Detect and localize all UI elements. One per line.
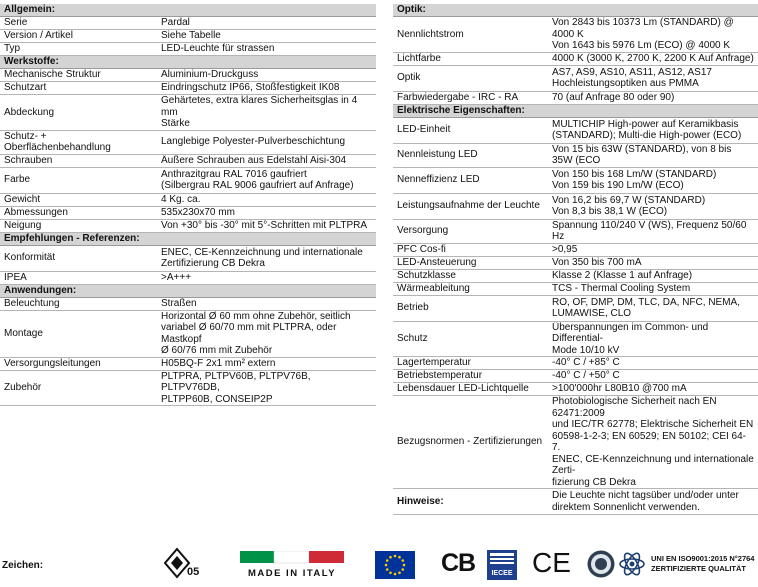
- eu-star-icon: [394, 555, 397, 558]
- spec-row: [0, 69, 376, 82]
- spec-row: [393, 219, 758, 243]
- spec-value: AS7, AS9, AS10, AS11, AS12, AS17 Hochleistungsoptiken aus PMMA: [548, 65, 758, 91]
- eu-flag-icon: [375, 551, 415, 579]
- spec-row: [0, 154, 376, 167]
- spec-label: Lichtfarbe: [393, 52, 548, 65]
- spec-value: >A+++: [157, 271, 376, 284]
- section-header-label: Empfehlungen - Referenzen:: [0, 232, 376, 245]
- eu-star-icon: [386, 559, 389, 562]
- spec-row: [0, 130, 376, 154]
- spec-value: Von 16,2 bis 69,7 W (STANDARD) Von 8,3 bis 38,1 W (ECO): [548, 193, 758, 219]
- spec-label: Farbwiedergabe - IRC - RA: [393, 91, 548, 104]
- spec-value: RO, OF, DMP, DM, TLC, DA, NFC, NEMA, LUMAWISE, CLO: [548, 295, 758, 321]
- certification-footer: [0, 540, 758, 587]
- spec-value: Klasse 2 (Klasse 1 auf Anfrage): [548, 269, 758, 282]
- spec-label: Lebensdauer LED-Lichtquelle: [393, 383, 548, 396]
- spec-label: Betriebstemperatur: [393, 370, 548, 383]
- spec-value: Pardal: [157, 17, 376, 30]
- section-header: [0, 284, 376, 297]
- spec-label: Leistungsaufnahme der Leuchte: [393, 193, 548, 219]
- spec-label: Bezugsnormen - Zertifizierungen: [393, 396, 548, 489]
- spec-row: [393, 143, 758, 167]
- spec-label: Typ: [0, 43, 157, 56]
- eu-star-icon: [389, 556, 392, 559]
- spec-label: Gewicht: [0, 193, 157, 206]
- spec-label: Farbe: [0, 167, 157, 193]
- spec-label: Nennlichtstrom: [393, 17, 548, 53]
- spec-row: [393, 321, 758, 357]
- spec-label: Versorgungsleitungen: [0, 357, 157, 370]
- section-header-label: Anwendungen:: [0, 284, 376, 297]
- spec-value: Aluminium-Druckguss: [157, 69, 376, 82]
- section-header-label: Allgemein:: [0, 4, 376, 17]
- spec-row: [0, 17, 376, 30]
- spec-value: >100'000hr L80B10 @700 mA: [548, 383, 758, 396]
- atom-icon: [618, 549, 646, 579]
- spec-row: [0, 193, 376, 206]
- spec-row: [0, 297, 376, 310]
- iso-certification-text: UNI EN ISO9001:2015 N°2764 ZERTIFIZIERTE QUALITÄT: [651, 554, 755, 573]
- spec-label: Zubehör: [0, 370, 157, 406]
- spec-row: [393, 52, 758, 65]
- section-header-label: Elektrische Eigenschaften:: [393, 104, 758, 117]
- spec-row: [393, 282, 758, 295]
- spec-label: Neigung: [0, 219, 157, 232]
- spec-label: Schutzart: [0, 82, 157, 95]
- made-in-italy-logo: [240, 551, 344, 579]
- right-spec-body: [393, 4, 758, 515]
- spec-value: Straßen: [157, 297, 376, 310]
- spec-value: PLTPRA, PLTPV60B, PLTPV76B, PLTPV76DB, PLTPP60B, CONSEIP2P: [157, 370, 376, 406]
- spec-row: [393, 256, 758, 269]
- spec-value: ENEC, CE-Kennzeichnung und internationale Zertifizierung CB Dekra: [157, 245, 376, 271]
- section-header: [393, 104, 758, 117]
- spec-label: Wärmeableitung: [393, 282, 548, 295]
- spec-row: [393, 383, 758, 396]
- spec-row: [393, 357, 758, 370]
- spec-label: IPEA: [0, 271, 157, 284]
- spec-label: Serie: [0, 17, 157, 30]
- spec-label: Hinweise:: [393, 489, 548, 515]
- spec-row: [0, 271, 376, 284]
- ce-mark: CE: [532, 547, 571, 578]
- spec-label: Optik: [393, 65, 548, 91]
- eu-star-icon: [389, 571, 392, 574]
- spec-label: LED-Ansteuerung: [393, 256, 548, 269]
- eu-star-icon: [401, 559, 404, 562]
- cb-mark: CB: [441, 549, 476, 577]
- spec-label: Nenneffizienz LED: [393, 167, 548, 193]
- spec-row: [0, 357, 376, 370]
- spec-row: [393, 396, 758, 489]
- spec-value: Von +30° bis -30° mit 5°-Schritten mit PLTPRA: [157, 219, 376, 232]
- spec-row: [0, 95, 376, 131]
- spec-value: -40° C / +85° C: [548, 357, 758, 370]
- spec-value: Langlebige Polyester-Pulverbeschichtung: [157, 130, 376, 154]
- section-header: [393, 4, 758, 17]
- spec-value: >0,95: [548, 243, 758, 256]
- section-header-label: Optik:: [393, 4, 758, 17]
- spec-value: Siehe Tabelle: [157, 30, 376, 43]
- spec-value: Eindringschutz IP66, Stoßfestigkeit IK08: [157, 82, 376, 95]
- iecee-logo-icon: [487, 550, 517, 580]
- spec-value: 535x230x70 mm: [157, 206, 376, 219]
- spec-row: [393, 295, 758, 321]
- spec-row: [393, 193, 758, 219]
- eu-star-icon: [401, 568, 404, 571]
- spec-label: Abmessungen: [0, 206, 157, 219]
- spec-row: [0, 43, 376, 56]
- left-spec-table: [0, 4, 376, 406]
- spec-row: [393, 17, 758, 53]
- spec-label: PFC Cos-fi: [393, 243, 548, 256]
- spec-value: Gehärtetes, extra klares Sicherheitsglas in 4 mm Stärke: [157, 95, 376, 131]
- spec-row: [0, 370, 376, 406]
- spec-label: LED-Einheit: [393, 117, 548, 143]
- enec-number: 05: [187, 566, 200, 578]
- spec-label: Schutzklasse: [393, 269, 548, 282]
- spec-row: [0, 245, 376, 271]
- spec-value: Von 150 bis 168 Lm/W (STANDARD) Von 159 bis 190 Lm/W (ECO): [548, 167, 758, 193]
- spec-value: Äußere Schrauben aus Edelstahl Aisi-304: [157, 154, 376, 167]
- spec-label: Lagertemperatur: [393, 357, 548, 370]
- spec-label: Schutz- + Oberflächenbehandlung: [0, 130, 157, 154]
- spec-row: [393, 269, 758, 282]
- spec-row: [0, 167, 376, 193]
- spec-value: MULTICHIP High-power auf Keramikbasis (STANDARD); Multi-die High-power (ECO): [548, 117, 758, 143]
- spec-value: Überspannungen im Common- und Differential- Mode 10/10 kV: [548, 321, 758, 357]
- spec-value: 4 Kg. ca.: [157, 193, 376, 206]
- spec-label: Version / Artikel: [0, 30, 157, 43]
- spec-value: -40° C / +50° C: [548, 370, 758, 383]
- spec-label: Mechanische Struktur: [0, 69, 157, 82]
- spec-row: [393, 370, 758, 383]
- spec-label: Abdeckung: [0, 95, 157, 131]
- footer-label: Zeichen:: [2, 560, 44, 571]
- spec-value: Spannung 110/240 V (WS), Frequenz 50/60 Hz: [548, 219, 758, 243]
- eu-star-icon: [398, 571, 401, 574]
- spec-value: Anthrazitgrau RAL 7016 gaufriert (Silbergrau RAL 9006 gaufriert auf Anfrage): [157, 167, 376, 193]
- spec-label: Montage: [0, 310, 157, 357]
- section-header: [0, 56, 376, 69]
- right-spec-table: [393, 4, 758, 515]
- eu-star-icon: [398, 556, 401, 559]
- spec-label: Schrauben: [0, 154, 157, 167]
- spec-label: Schutz: [393, 321, 548, 357]
- eu-star-icon: [394, 573, 397, 576]
- spec-value: H05BQ-F 2x1 mm² extern: [157, 357, 376, 370]
- spec-value: 4000 K (3000 K, 2700 K, 2200 K Auf Anfrage): [548, 52, 758, 65]
- quality-seal-icon: [586, 549, 616, 579]
- spec-label: Konformität: [0, 245, 157, 271]
- spec-row: [393, 243, 758, 256]
- made-in-italy-text: MADE IN ITALY: [247, 568, 337, 579]
- flag-red-stripe: [309, 551, 344, 563]
- spec-row: [0, 30, 376, 43]
- spec-row: [393, 167, 758, 193]
- section-header: [0, 4, 376, 17]
- eu-star-icon: [386, 568, 389, 571]
- enec-logo-icon: [163, 547, 213, 583]
- spec-value: TCS - Thermal Cooling System: [548, 282, 758, 295]
- left-spec-body: [0, 4, 376, 406]
- eu-star-icon: [385, 564, 388, 567]
- spec-row: [393, 117, 758, 143]
- spec-value: Horizontal Ø 60 mm ohne Zubehör, seitlich variabel Ø 60/70 mm mit PLTPRA, oder Mastkopf Ø 60/76 mm mit Zubehör: [157, 310, 376, 357]
- spec-row: [393, 65, 758, 91]
- spec-row: [0, 206, 376, 219]
- eu-star-icon: [403, 564, 406, 567]
- spec-label: Versorgung: [393, 219, 548, 243]
- spec-value: 70 (auf Anfrage 80 oder 90): [548, 91, 758, 104]
- spec-label: Beleuchtung: [0, 297, 157, 310]
- spec-label: Nennleistung LED: [393, 143, 548, 167]
- flag-green-stripe: [240, 551, 274, 563]
- spec-row: [393, 489, 758, 515]
- section-header: [0, 232, 376, 245]
- spec-label: Betrieb: [393, 295, 548, 321]
- spec-row: [0, 219, 376, 232]
- section-header-label: Werkstoffe:: [0, 56, 376, 69]
- spec-value: Von 2843 bis 10373 Lm (STANDARD) @ 4000 K Von 1643 bis 5976 Lm (ECO) @ 4000 K: [548, 17, 758, 53]
- spec-value: Photobiologische Sicherheit nach EN 62471:2009 und IEC/TR 62778; Elektrische Sicherheit EN 60598-1-2-3; EN 60529; EN 50102; CEI 64-7. ENEC, CE-Kennzeichnung und internationale Zerti- fizierung CB Dekra: [548, 396, 758, 489]
- spec-value: Die Leuchte nicht tagsüber und/oder unter direktem Sonnenlicht verwenden.: [548, 489, 758, 515]
- spec-row: [0, 310, 376, 357]
- spec-row: [0, 82, 376, 95]
- spec-value: LED-Leuchte für strassen: [157, 43, 376, 56]
- spec-value: Von 15 bis 63W (STANDARD), von 8 bis 35W (ECO: [548, 143, 758, 167]
- spec-row: [393, 91, 758, 104]
- iecee-text: IECEE: [491, 570, 513, 577]
- spec-value: Von 350 bis 700 mA: [548, 256, 758, 269]
